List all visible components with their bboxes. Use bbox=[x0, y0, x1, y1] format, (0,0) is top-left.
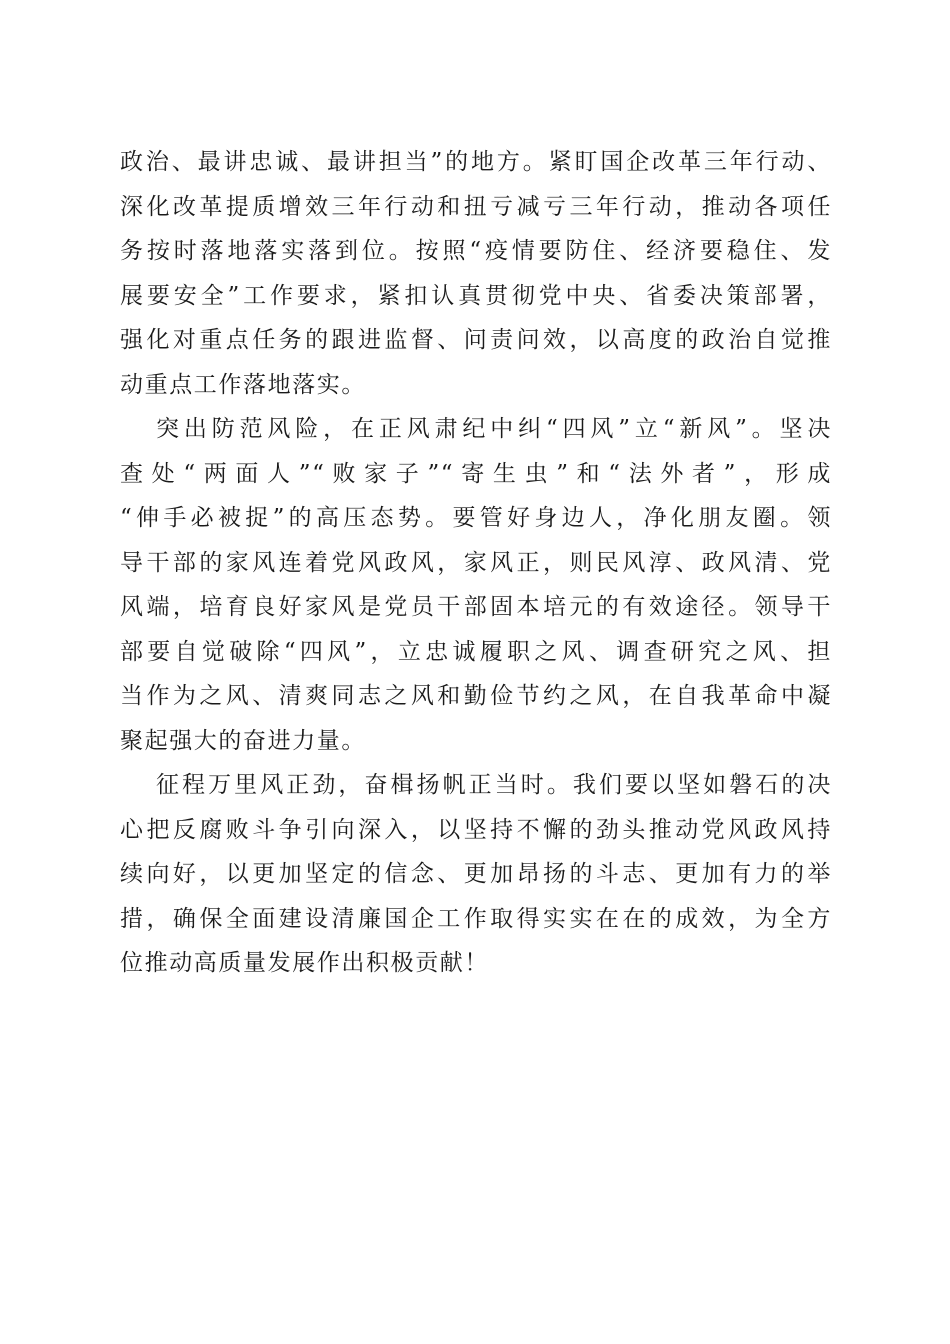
text-line: 征程万里风正劲，奋楫扬帆正当时。我们要以坚如磐石的决 bbox=[156, 772, 832, 798]
text-line: 展要安全”工作要求，紧扣认真贯彻党中央、省委决策部署， bbox=[120, 282, 832, 309]
text-line: 位推动高质量发展作出积极贡献！ bbox=[120, 950, 489, 976]
text-line: 风端，培育良好家风是党员干部固本培元的有效途径。领导干 bbox=[120, 594, 832, 620]
text-line: 心把反腐败斗争引向深入，以坚持不懈的劲头推动党风政风持 bbox=[120, 816, 832, 843]
text-line: “伸手必被捉”的高压态势。要管好身边人，净化朋友圈。领 bbox=[120, 505, 832, 531]
text-line: 强化对重点任务的跟进监督、问责问效，以高度的政治自觉推 bbox=[120, 327, 832, 353]
text-line: 动重点工作落地落实。 bbox=[120, 371, 366, 398]
text-line: 聚起强大的奋进力量。 bbox=[120, 727, 366, 754]
text-line: 突出防范风险，在正风肃纪中纠“四风”立“新风”。坚决 bbox=[156, 416, 832, 442]
text-line: 查处“两面人”“败家子”“寄生虫”和“法外者”，形成 bbox=[120, 460, 832, 487]
text-line: 部要自觉破除“四风”，立忠诚履职之风、调查研究之风、担 bbox=[120, 638, 832, 665]
paragraph-3 bbox=[120, 763, 832, 986]
document-body bbox=[120, 140, 832, 986]
text-line: 深化改革提质增效三年行动和扭亏减亏三年行动，推动各项任 bbox=[120, 193, 832, 220]
text-line: 续向好，以更加坚定的信念、更加昂扬的斗志、更加有力的举 bbox=[120, 861, 832, 887]
text-line: 当作为之风、清爽同志之风和勤俭节约之风，在自我革命中凝 bbox=[120, 683, 832, 709]
text-line: 导干部的家风连着党风政风，家风正，则民风淳、政风清、党 bbox=[120, 549, 832, 576]
paragraph-1 bbox=[120, 140, 832, 407]
text-line: 措，确保全面建设清廉国企工作取得实实在在的成效，为全方 bbox=[120, 905, 832, 932]
text-line: 政治、最讲忠诚、最讲担当”的地方。紧盯国企改革三年行动、 bbox=[120, 149, 832, 175]
paragraph-2 bbox=[120, 407, 832, 763]
text-line: 务按时落地落实落到位。按照“疫情要防住、经济要稳住、发 bbox=[120, 238, 832, 264]
